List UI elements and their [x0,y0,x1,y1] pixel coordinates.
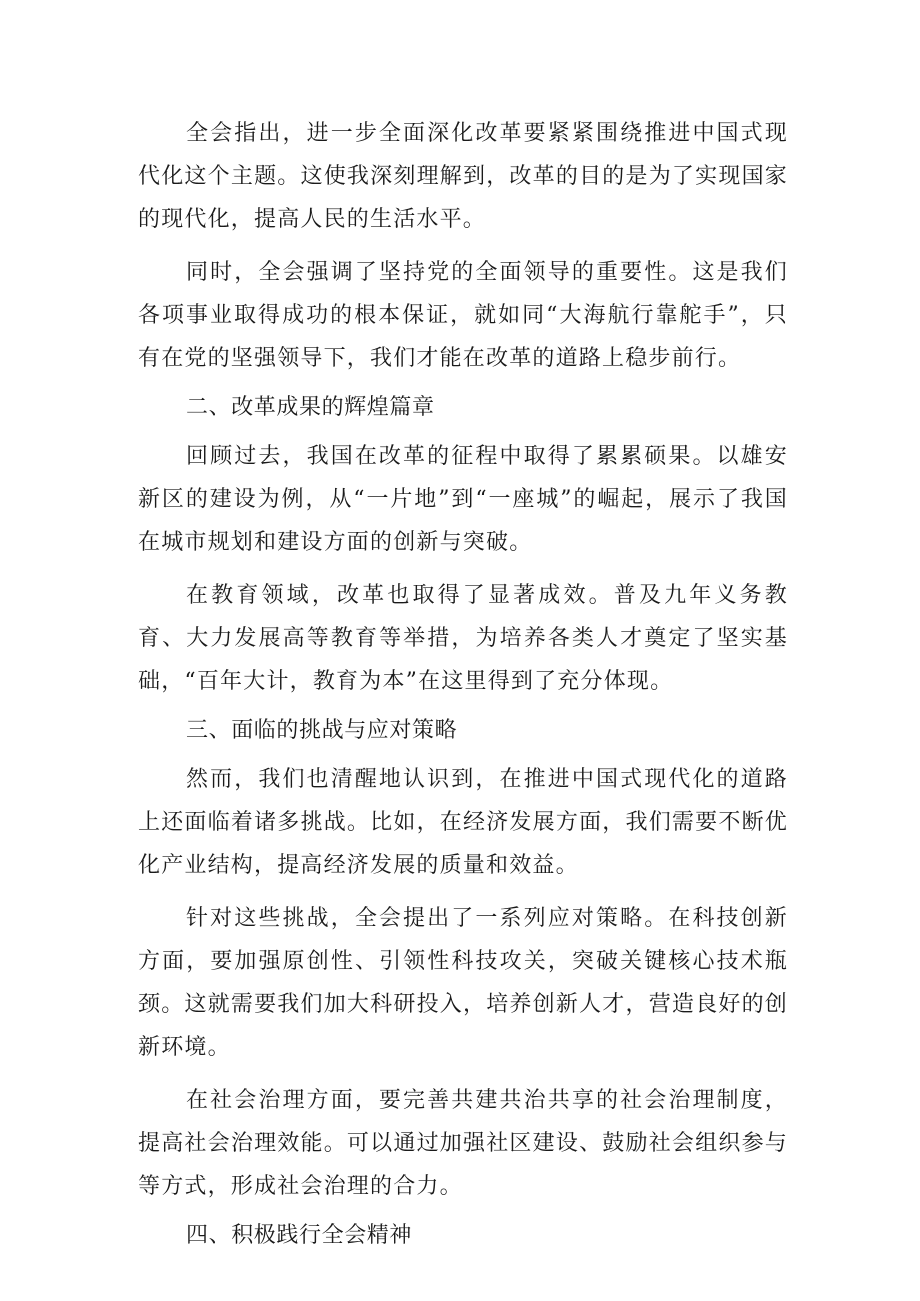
document-body [138,112,788,1263]
paragraph-2: 同时，全会强调了坚持党的全面领导的重要性。这是我们各项事业取得成功的根本保证，就如同“大海航行靠舵手”，只有在党的坚强领导下，我们才能在改革的道路上稳步前行。 [138,260,788,371]
section-heading-4: 四、积极践行全会精神 [186,1223,413,1248]
paragraph-7: 在社会治理方面，要完善共建共治共享的社会治理制度，提高社会治理效能。可以通过加强社区建设、鼓励社会组织参与等方式，形成社会治理的合力。 [138,1088,788,1199]
section-heading-2: 二、改革成果的辉煌篇章 [186,395,435,420]
paragraph-1: 全会指出，进一步全面深化改革要紧紧围绕推进中国式现代化这个主题。这使我深刻理解到，改革的目的是为了实现国家的现代化，提高人民的生活水平。 [138,121,788,232]
paragraph-3: 回顾过去，我国在改革的征程中取得了累累硕果。以雄安新区的建设为例，从“一片地”到“一座城”的崛起，展示了我国在城市规划和建设方面的创新与突破。 [138,444,788,555]
paragraph-6: 针对这些挑战，全会提出了一系列应对策略。在科技创新方面，要加强原创性、引领性科技攻关，突破关键核心技术瓶颈。这就需要我们加大科研投入，培养创新人才，营造良好的创新环境。 [138,906,788,1060]
section-heading-3: 三、面临的挑战与应对策略 [186,718,458,743]
paragraph-5: 然而，我们也清醒地认识到，在推进中国式现代化的道路上还面临着诸多挑战。比如，在经济发展方面，我们需要不断优化产业结构，提高经济发展的质量和效益。 [138,767,788,878]
paragraph-4: 在教育领域，改革也取得了显著成效。普及九年义务教育、大力发展高等教育等举措，为培养各类人才奠定了坚实基础，“百年大计，教育为本”在这里得到了充分体现。 [138,583,788,694]
